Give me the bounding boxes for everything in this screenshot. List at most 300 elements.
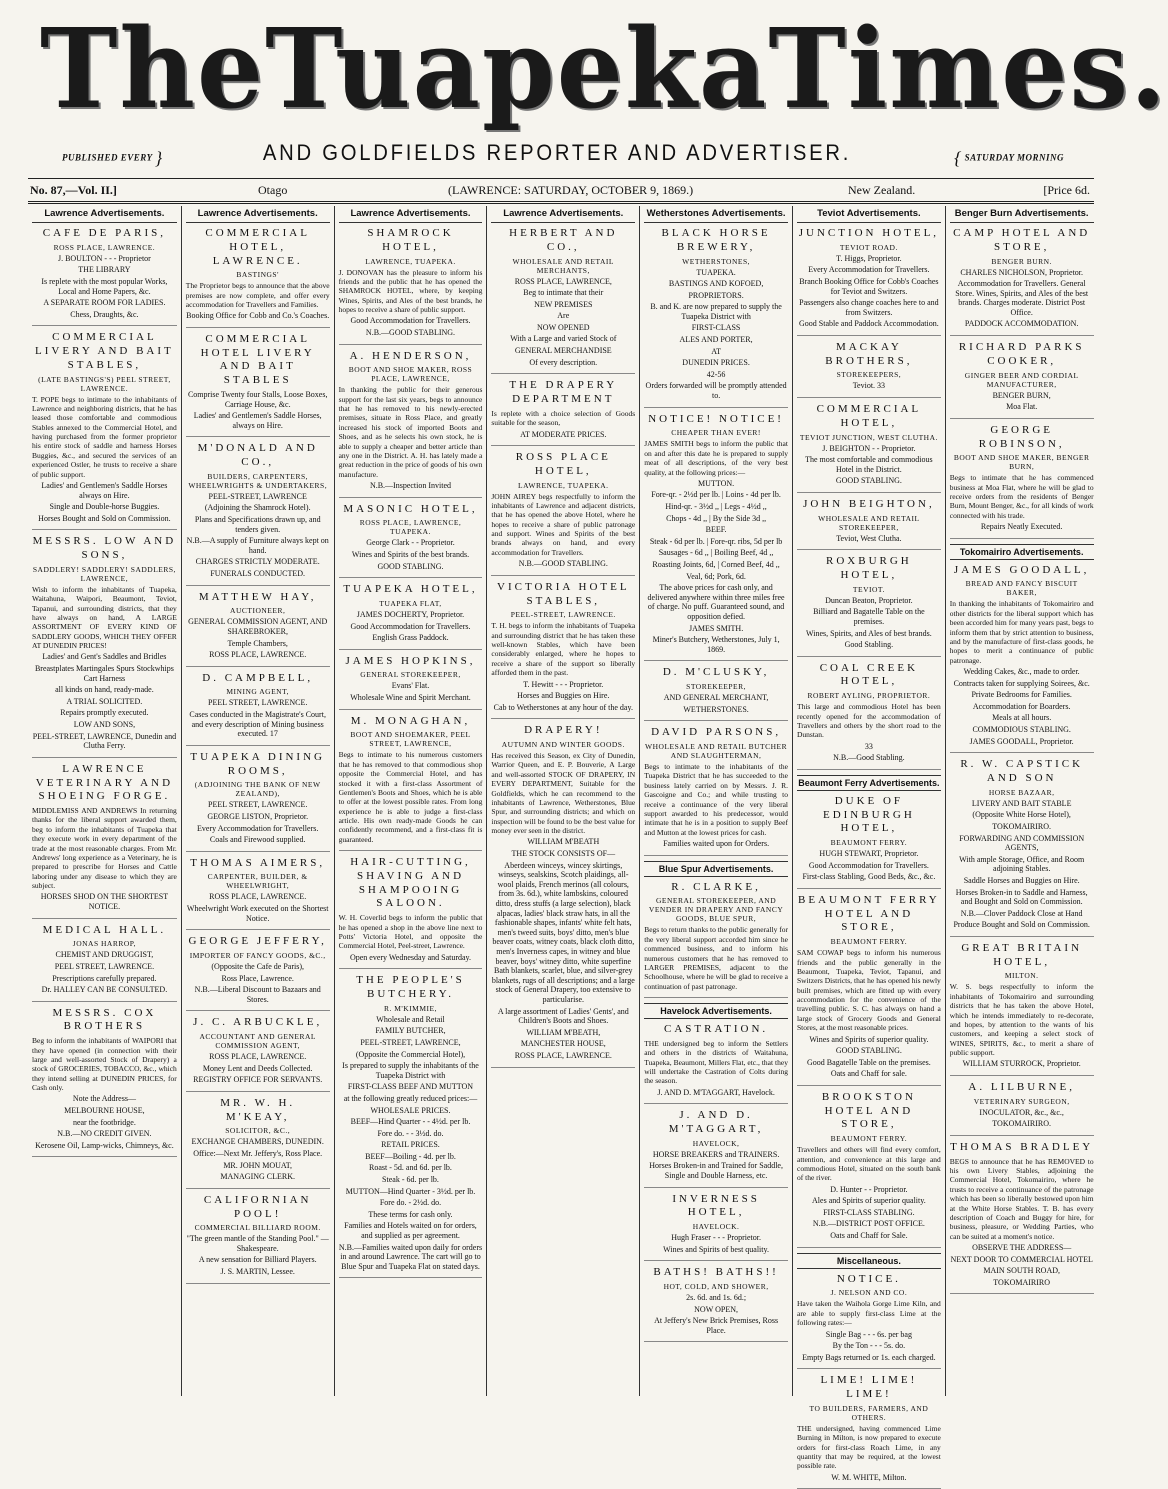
- ad-line: Teviot, West Clutha.: [836, 533, 902, 543]
- ad-line: LOW AND SONS,: [73, 720, 136, 729]
- ad-line: RETAIL PRICES.: [381, 1140, 440, 1150]
- ad-body-text: BEGS to announce that he has REMOVED to his own Livery Stables, adjoining the Commercial Hotel, Tokomairiro, where he trusts to receive a continuance of the patronage which has been so liberally bestowed upon him at the White Horse Stables. T. B. has every description of Coach and Buggy for hire, for business, pleasure, or Wedding Parties, who can be suited at a moment's notice.: [949, 1156, 1094, 1241]
- ad-title: THE DRAPERY DEPARTMENT: [509, 379, 618, 405]
- ad-body-text: Begs to return thanks to the public generally for the very liberal support accorded him since he commenced business, and to inform his numerous customers that he has removed to LARGER PREMISES, adjacent to the Schoolhouse, where he will be glad to receive a continuation of past patronage.: [644, 925, 788, 991]
- ad-line: MUTTON.: [698, 478, 735, 488]
- ad-line: A new sensation for Billiard Players.: [198, 1255, 317, 1265]
- ad-line: Wines, Spirits, and Ales of best brands.: [806, 628, 932, 638]
- ad-subtitle: BEAUMONT FERRY.: [830, 937, 908, 947]
- ad-line: Veal, 6d; Pork, 6d.: [686, 571, 746, 581]
- ad-line: Steak - 6d per lb. | Fore-qr. ribs, 5d per lb: [649, 536, 783, 546]
- ad-line: Ladies' and Gentlemen's Saddle Horses always on Hire.: [41, 480, 168, 500]
- advertisement: [797, 403, 941, 493]
- advertisement: [339, 503, 483, 579]
- ad-title: LAWRENCE VETERINARY AND SHOEING FORGE.: [35, 762, 174, 803]
- ad-line: NEW PREMISES: [534, 299, 593, 309]
- advertisement: [186, 935, 330, 1011]
- ad-line: Temple Chambers,: [227, 638, 288, 648]
- advertisement: [491, 581, 635, 720]
- ad-subtitle: BREAD AND FANCY BISCUIT BAKER,: [965, 579, 1078, 598]
- ad-subtitle: GENERAL STOREKEEPER,: [360, 670, 461, 680]
- section-heading: Tokomairiro Advertisements.: [950, 544, 1094, 560]
- ad-line: PEEL STREET, LAWRENCE.: [208, 800, 308, 810]
- ad-line: Wholesale Wine and Spirit Merchant.: [350, 693, 471, 703]
- ad-title: A. HENDERSON,: [349, 349, 472, 362]
- ad-line: MANAGING CLERK.: [220, 1172, 296, 1182]
- ad-line: 42-56: [706, 369, 726, 379]
- ad-line: Fore do. - - 3½d. do.: [377, 1128, 444, 1138]
- advertisement: [797, 555, 941, 656]
- ad-line: Repairs promptly executed.: [60, 708, 149, 718]
- ad-line: N.B.—Clover Paddock Close at Hand: [960, 908, 1083, 918]
- advertisement: [339, 655, 483, 710]
- ad-line: MUTTON—Hind Quarter - 3½d. per lb.: [345, 1186, 476, 1196]
- advertisement: [32, 535, 177, 757]
- ad-line: DUNEDIN PRICES.: [682, 358, 750, 368]
- ad-line: Orders forwarded will be promptly attended to.: [645, 381, 787, 401]
- ad-line: LIVERY AND BAIT STABLE: [971, 798, 1072, 808]
- ad-line: Wines and Spirits of best quality.: [663, 1244, 769, 1254]
- ad-line: Teviot. 33: [852, 381, 886, 391]
- ad-line: N.B.—NO CREDIT GIVEN.: [57, 1129, 152, 1139]
- ad-line: Is prepared to supply the inhabitants of the Tuapeka District with: [342, 1061, 479, 1080]
- advertisement: [797, 227, 941, 336]
- ad-line: First-class Stabling, Good Beds, &c., &c.: [802, 872, 936, 882]
- ad-line: Single and Double-horse Buggies.: [49, 502, 160, 512]
- ad-line: GEORGE LISTON, Proprietor.: [207, 811, 309, 821]
- ad-line: Beg to intimate that their: [523, 288, 604, 298]
- ad-subtitle: CARPENTER, BUILDER, & WHEELWRIGHT,: [207, 872, 308, 891]
- ad-line: NEXT DOOR TO COMMERCIAL HOTEL: [950, 1254, 1093, 1264]
- ad-line: George Clark - - Proprietor.: [366, 538, 455, 548]
- ad-title: ROSS PLACE HOTEL,: [515, 451, 611, 477]
- ad-subtitle: TEVIOT.: [852, 584, 885, 594]
- ad-line: Dr. HALLEY CAN BE CONSULTED.: [41, 985, 168, 995]
- ad-line: TOKOMAIRIRO.: [992, 1119, 1052, 1129]
- ad-line: Evans' Flat.: [391, 681, 430, 691]
- ad-line: Good Accommodation for Travellers.: [350, 621, 471, 631]
- ad-line: HORSES SHOD ON THE SHORTEST NOTICE.: [40, 892, 169, 911]
- ad-line: near the footbridge.: [72, 1117, 136, 1127]
- ad-line: J. AND D. M'TAGGART, Havelock.: [657, 1087, 775, 1097]
- dateline-date: (LAWRENCE: SATURDAY, OCTOBER 9, 1869.): [448, 183, 694, 197]
- ad-line: Of every description.: [529, 357, 598, 367]
- ad-title: MATTHEW HAY,: [198, 590, 317, 603]
- ad-line: ROSS PLACE, LAWRENCE.: [209, 650, 307, 660]
- ad-title: DAVID PARSONS,: [651, 726, 782, 739]
- ad-line: FUNERALS CONDUCTED.: [210, 569, 306, 578]
- dateline: [28, 178, 1094, 204]
- ad-line: W. M. WHITE, Milton.: [831, 1472, 907, 1482]
- masthead-subtitle-row: [0, 140, 1114, 170]
- ad-body-text: Wish to inform the inhabitants of Tuapeka, Waitahuna, Waipori, Beaumont, Teviot, Tapanui, and surrounding districts, that they have always on hand, A LARGE ASSORTMENT OF EVERY KIND OF SADDLERY GOODS, WHICH THEY OFFER AT DUNEDIN PRICES!: [32, 584, 177, 651]
- ad-title: BLACK HORSE BREWERY,: [661, 227, 771, 253]
- ad-title: MESSRS. LOW AND SONS,: [32, 535, 177, 562]
- ad-subtitle: TO BUILDERS, FARMERS, AND OTHERS.: [809, 1403, 929, 1422]
- ad-line: FAMILY BUTCHER,: [375, 1026, 446, 1036]
- advertisement: [32, 763, 177, 919]
- ad-line: PEEL-STREET, LAWRENCE,: [360, 1037, 461, 1047]
- masthead: [0, 0, 1168, 178]
- ad-line: FIRST-CLASS BEEF AND MUTTON: [347, 1082, 474, 1092]
- ad-line: CHEMIST AND DRUGGIST,: [55, 950, 154, 960]
- ad-body-text: J. DONOVAN has the pleasure to inform his friends and the public that he has opened the SHAMROCK HOTEL, where, by keeping Wines, Spirits, and Ales of the best brands, he hopes to receive a share of public support.: [338, 267, 483, 314]
- ad-line: At Jeffery's New Brick Premises, Ross Place.: [654, 1316, 779, 1335]
- ad-subtitle: STOREKEEPERS,: [836, 370, 902, 380]
- ad-title: R. CLARKE,: [671, 880, 761, 893]
- ad-body-text: Begs to intimate to the inhabitants of the Tuapeka District that he has succeeded to the business lately carried on by Messrs. J. R. Gascoigne and Co.; and while trusting to receive a continuance of the very liberal support awarded to his predecessor, would intimate that he is in a position to supply Beef and Mutton at the lowest prices for cash.: [644, 762, 788, 837]
- ad-line: T. Higgs, Proprietor.: [836, 253, 902, 263]
- ad-title: CAMP HOTEL AND STORE,: [953, 227, 1091, 253]
- ad-line: N.B.—GOOD STABLING.: [518, 559, 608, 569]
- ad-line: REGISTRY OFFICE FOR SERVANTS.: [193, 1075, 323, 1085]
- ad-subtitle: STOREKEEPER,: [686, 682, 746, 692]
- ad-line: (Adjoining the Shamrock Hotel).: [204, 503, 311, 513]
- ad-subtitle: HORSE BAZAAR,: [988, 787, 1055, 797]
- ad-line: J. S. MARTIN, Lessee.: [220, 1267, 295, 1277]
- column-heading: Wetherstones Advertisements.: [644, 206, 788, 223]
- ad-line: BEEF—Boiling - 4d. per lb.: [365, 1151, 456, 1161]
- ad-title: MESSRS. COX BROTHERS: [52, 1006, 157, 1033]
- ad-line: FIRST-CLASS: [691, 323, 741, 333]
- ad-line: Every Accommodation for Travellers.: [808, 265, 930, 275]
- ad-title: M. MONAGHAN,: [350, 714, 471, 727]
- ad-subtitle: WHOLESALE AND RETAIL STOREKEEPER,: [818, 513, 920, 532]
- ad-title: THOMAS AIMERS,: [190, 856, 326, 869]
- advertisement: [950, 564, 1094, 754]
- ad-subtitle: TEVIOT JUNCTION, WEST CLUTHA.: [799, 432, 938, 442]
- column-7: [945, 206, 1098, 1396]
- ad-line: JAMES SMITH.: [688, 623, 744, 633]
- ad-title: COMMERCIAL LIVERY AND BAIT STABLES,: [35, 331, 174, 371]
- advertisement: [950, 942, 1094, 1076]
- ad-subtitle: ROBERT AYLING, PROPRIETOR.: [807, 691, 931, 701]
- advertisement: [339, 974, 483, 1278]
- ad-line: Sausages - 6d ,, | Boiling Beef, 4d ,,: [658, 548, 774, 558]
- ad-subtitle: HAVELOCK.: [692, 1222, 740, 1232]
- advertisement: [950, 424, 1094, 539]
- ad-subtitle: ACCOUNTANT AND GENERAL COMMISSION AGENT,: [199, 1032, 316, 1051]
- ad-line: BEEF—Hind Quarter - - 4½d. per lb.: [350, 1117, 471, 1127]
- ad-line: Steak - 6d. per lb.: [382, 1175, 439, 1185]
- ad-line: AND GENERAL MERCHANT,: [663, 693, 769, 703]
- ad-line: Cases conducted in the Magistrate's Court, and every description of Mining business executed. 17: [189, 710, 326, 739]
- ad-line: 2s. 6d. and 1s. 6d.;: [686, 1292, 747, 1302]
- advertisement: [797, 894, 941, 1086]
- ad-line: GENERAL MERCHANDISE: [514, 346, 612, 356]
- ad-line: BEEF.: [705, 525, 727, 535]
- advertisement: [950, 341, 1094, 419]
- ad-title: NOTICE! NOTICE!: [648, 412, 784, 425]
- advertisement: [186, 333, 330, 437]
- ad-subtitle: VETERINARY SURGEON,: [973, 1096, 1070, 1106]
- ad-line: The above prices for cash only, and delivered anywhere within three miles free of charge. No puff. Guaranteed sound, and opposition defied.: [647, 583, 785, 621]
- advertisement: [186, 672, 330, 746]
- ad-line: TOKOMAIRIRO.: [992, 821, 1052, 831]
- ad-line: MANCHESTER HOUSE,: [520, 1039, 606, 1049]
- ad-line: These terms for cash only.: [368, 1209, 453, 1219]
- ad-line: Produce Bought and Sold on Commission.: [953, 920, 1090, 930]
- ad-body-text: Begs to intimate to his numerous customers that he has removed to that commodious shop opposite the Commercial Hotel, and has stocked it with a first-class Assortment of Gentlemen's Boots and Shoes, which he is able to offer at the lowest possible rates. From long experience he is able to judge a first-class article. His own ready-made Goods he can confidently recommend, and a first-class fit is guaranteed.: [338, 750, 483, 844]
- ad-line: Coals and Firewood supplied.: [209, 835, 306, 845]
- ad-line: Families waited upon for Orders.: [663, 839, 770, 849]
- ad-line: Meals at all hours.: [992, 713, 1052, 723]
- ad-title: HAIR-CUTTING, SHAVING AND SHAMPOOING SALOON.: [350, 856, 471, 910]
- column-5: [639, 206, 792, 1396]
- ad-line: A SEPARATE ROOM FOR LADIES.: [43, 298, 166, 308]
- ad-body-text: Have taken the Waihola Gorge Lime Kiln, and are able to supply first-class Lime at the following rates:—: [796, 1299, 941, 1328]
- ad-line: Families and Hotels waited on for orders, and supplied as per agreement.: [344, 1221, 477, 1241]
- ad-body-text: MIDDLEMISS AND ANDREWS In returning thanks for the liberal support awarded them, beg to inform the inhabitants of Tuapeka that they execute work in every department of the trade at the most reasonable charges. From Mr. Andrews' long experience as a Veterinary, he is prepared to prescribe for Horses and Cattle laboring under any disease to which they are subject.: [32, 806, 177, 891]
- column-heading: Benger Burn Advertisements.: [950, 206, 1094, 223]
- ad-line: Wines and Spirits of the best brands.: [351, 550, 470, 559]
- advertisement: [32, 331, 177, 530]
- advertisement: [644, 1109, 788, 1187]
- ad-line: Good Accommodation for Travellers.: [350, 316, 471, 326]
- ad-line: FORWARDING AND COMMISSION AGENTS,: [959, 833, 1085, 853]
- dateline-country: New Zealand.: [848, 183, 916, 197]
- ad-subtitle: SADDLERY! SADDLERY! SADDLERS, LAWRENCE,: [32, 564, 176, 583]
- ad-line: WETHERSTONES.: [683, 704, 749, 714]
- advertisement: [186, 591, 330, 667]
- dateline-price: [Price 6d.: [1043, 183, 1090, 197]
- ad-line: (Opposite White Horse Hotel),: [972, 810, 1071, 820]
- ad-title: TUAPEKA HOTEL,: [343, 583, 478, 596]
- ad-subtitle: GENERAL STOREKEEPER, AND VENDER IN DRAPERY AND FANCY GOODS, BLUE SPUR,: [648, 896, 784, 924]
- ad-line: By the Ton - - - 5s. do.: [832, 1341, 906, 1351]
- ad-line: Fore-qr. - 2½d per lb. | Loins - 4d per lb.: [651, 490, 781, 500]
- ad-line: Billiard and Bagatelle Table on the premises.: [813, 607, 925, 626]
- ad-line: A large assortment of Ladies' Gents', and Children's Boots and Shoes.: [497, 1006, 629, 1026]
- ad-title: D. CAMPBELL,: [202, 671, 314, 684]
- advertisement: [797, 795, 941, 889]
- advertisement: [491, 724, 635, 1067]
- ad-subtitle: BEAUMONT FERRY.: [830, 1134, 908, 1144]
- ad-subtitle: WHOLESALE AND RETAIL MERCHANTS,: [512, 256, 615, 275]
- ad-line: CHARLES NICHOLSON, Proprietor.: [960, 267, 1084, 277]
- ad-line: N.B.—Good Stabling.: [833, 753, 905, 763]
- ad-line: at the following greatly reduced prices:—: [343, 1093, 478, 1103]
- ad-subtitle: PEEL-STREET, LAWRENCE.: [510, 610, 616, 620]
- ad-subtitle: ROSS PLACE, LAWRENCE, TUAPEKA.: [359, 518, 462, 537]
- ad-line: Good Stabling.: [844, 640, 894, 650]
- ad-title: CAFE DE PARIS,: [42, 227, 166, 239]
- ad-subtitle: LAWRENCE, TUAPEKA.: [518, 480, 609, 490]
- ad-line: N.B.—GOOD STABLING.: [365, 327, 456, 337]
- ad-line: Empty Bags returned or 1s. each charged.: [802, 1352, 936, 1362]
- ad-subtitle: WETHERSTONES,: [682, 256, 750, 266]
- ad-line: With a Large and varied Stock of: [510, 334, 617, 344]
- ad-line: EXCHANGE CHAMBERS, DUNEDIN.: [191, 1137, 324, 1147]
- ad-body-text: T. POPE begs to intimate to the inhabitants of Lawrence and neighboring districts, that he has leased those comfortable and commodious Stables annexed to the Commercial Hotel, and having purchased from the former proprietor his entire stock of saddle and harness Horses Buggies, &c., and secured the services of an experienced Ostler, he trusts to receive a share of public support.: [32, 394, 177, 479]
- ad-line: (Opposite the Commercial Hotel),: [355, 1049, 466, 1059]
- ad-line: HUGH STEWART, Proprietor.: [819, 849, 919, 859]
- ad-line: Horses and Buggies on Hire.: [517, 691, 610, 701]
- section-heading: Havelock Advertisements.: [644, 1003, 788, 1019]
- ad-line: N.B.—Families waited upon daily for orders in and around Lawrence. The cart will go to Blue Spur and Tuapeka Flat on stated days.: [338, 1242, 483, 1271]
- ad-title: NOTICE.: [836, 1272, 901, 1285]
- newspaper-title: [40, 3, 1168, 134]
- ad-line: Ladies' and Gentlemen's Saddle Horses, always on Hire.: [193, 411, 322, 430]
- ad-subtitle: BOOT AND SHOE MAKER, BENGER BURN,: [953, 453, 1090, 472]
- ad-body-text: SAM COWAP begs to inform his numerous friends and the public generally in the Beaumont, Tuapeka, Teviot, Tapanui, and Switzers Districts, that he has opened his newly built premises, which are fitted up with every accommodation for the convenience of the travelling public. S. C. has always on hand a large stock of Grocery Goods and General Stores, at the most reasonable prices.: [796, 948, 941, 1033]
- ad-title: J. C. ARBUCKLE,: [193, 1016, 323, 1029]
- ad-line: Oats and Chaff for Sale.: [830, 1231, 908, 1241]
- ad-line: N.B.—A supply of Furniture always kept on hand.: [186, 536, 329, 555]
- ad-title: THE PEOPLE'S BUTCHERY.: [356, 974, 465, 1000]
- ad-subtitle: TUAPEKA FLAT,: [379, 598, 442, 608]
- section-heading: Miscellaneous.: [797, 1253, 941, 1269]
- advertisement: [339, 715, 483, 852]
- ad-subtitle: JONAS HARROP,: [72, 939, 136, 949]
- ad-line: BASTINGS AND KOFOED,: [668, 279, 764, 289]
- advertisement: [797, 1091, 941, 1248]
- ad-line: Office:—Next Mr. Jeffery's, Ross Place.: [193, 1149, 323, 1158]
- ad-title: JUNCTION HOTEL,: [798, 227, 940, 239]
- ad-line: Breastplates Martingales Spurs Stockwhips Cart Harness: [34, 664, 174, 683]
- ad-line: N.B.—Inspection Invited: [369, 481, 452, 491]
- ad-line: Plans and Specifications drawn up, and tenders given.: [194, 515, 321, 534]
- ad-line: (Opposite the Cafe de Paris),: [211, 962, 305, 971]
- ad-body-text: Begs to intimate that he has commenced business at Moa Flat, where he will be glad to receive orders from the residents of Benger Burn, Mount Benger, &c., for all kinds of work connected with his trade.: [949, 473, 1094, 520]
- ad-title: ROXBURGH HOTEL,: [826, 555, 912, 581]
- ad-line: Wheelwright Work executed on the Shortest Notice.: [186, 904, 329, 923]
- ad-body-text: Beg to inform the inhabitants of WAIPORI that they have opened (in connection with their large and well-assorted Stock of Drapery) a stock of GROCERIES, TOBACCO, &c., which they intend selling at DUNEDIN PRICES, for Cash only.: [32, 1036, 177, 1093]
- ad-body-text: Has received this Season, ex City of Dunedin, Warrior Queen, and E. P. Bouverie, A Large and well-assorted STOCK OF DRAPERY, IN EVERY DEPARTMENT, Suitable for the Goldfields, which he can recommend to the inhabitants of Lawrence, Wetherstones, Blue Spur, and surrounding districts; and which on inspection will be found to be the best value for money ever seen in the district.: [491, 751, 636, 836]
- advertisement: [186, 227, 330, 328]
- advertisement: [797, 1374, 941, 1489]
- ad-line: Miner's Butchery, Wetherstones, July 1, 1869.: [652, 635, 780, 654]
- ad-line: Good Accommodation for Travellers.: [808, 860, 929, 870]
- ad-line: Kerosene Oil, Lamp-wicks, Chimneys, &c.: [35, 1140, 174, 1150]
- ad-line: MR. JOHN MOUAT,: [223, 1160, 293, 1170]
- advertisement: [32, 1007, 177, 1158]
- ad-line: PEEL-STREET, LAWRENCE: [208, 491, 307, 501]
- advertisement: [644, 1193, 788, 1262]
- ad-subtitle: BOOT AND SHOEMAKER, PEEL STREET, LAWRENCE,: [350, 730, 471, 749]
- ad-line: Hind-qr. - 3½d ,, | Legs - 4½d ,,: [665, 502, 767, 512]
- advertisement: [950, 1081, 1094, 1136]
- ad-title: SHAMROCK HOTEL,: [367, 227, 454, 253]
- ad-line: Duncan Beaton, Proprietor.: [825, 595, 913, 605]
- ad-title: GREAT BRITAIN HOTEL,: [961, 941, 1083, 968]
- ad-title: D. M'CLUSKY,: [662, 666, 770, 679]
- ad-line: Cab to Wetherstones at any hour of the day.: [493, 702, 633, 712]
- advertisement: [339, 856, 483, 969]
- ad-line: ROSS PLACE, LAWRENCE.: [209, 892, 307, 902]
- column-heading: Teviot Advertisements.: [797, 206, 941, 223]
- ad-line: PEEL-STREET, LAWRENCE, Dunedin and Clutha Ferry.: [32, 731, 177, 751]
- ad-subtitle: CHEAPER THAN EVER!: [671, 428, 761, 438]
- ad-title: MACKAY BROTHERS,: [825, 340, 913, 367]
- ad-line: B. and K. are now prepared to supply the Tuapeka District with: [650, 302, 782, 321]
- ad-subtitle: MINING AGENT,: [226, 687, 289, 697]
- ad-subtitle: LAWRENCE, TUAPEKA.: [365, 256, 456, 266]
- title-word-3: Times.: [768, 3, 1168, 134]
- newspaper-columns: [28, 206, 1098, 1482]
- ad-line: Comprise Twenty four Stalls, Loose Boxes, Carriage House, &c.: [187, 389, 328, 409]
- advertisement: [186, 442, 330, 585]
- column-3: [334, 206, 487, 1396]
- ad-line: "The green mantle of the Standing Pool." —Shakespeare.: [186, 1234, 329, 1253]
- advertisement: [186, 1016, 330, 1092]
- advertisement: [32, 227, 177, 326]
- ad-line: PEEL STREET, LAWRENCE.: [208, 698, 308, 708]
- advertisement: [797, 341, 941, 398]
- ad-title: INVERNESS HOTEL,: [672, 1192, 760, 1219]
- ad-title: R. W. CAPSTICK AND SON: [960, 758, 1084, 784]
- ad-line: Passengers also change coaches here to and from Switzers.: [799, 298, 939, 317]
- ad-line: PROPRIETORS.: [688, 290, 744, 300]
- ad-title: JAMES HOPKINS,: [345, 654, 476, 667]
- ad-line: TUAPEKA.: [696, 267, 736, 277]
- ad-line: D. Hunter - - Proprietor.: [830, 1184, 908, 1194]
- ad-line: GOOD STABLING.: [377, 561, 444, 571]
- advertisement: [186, 751, 330, 852]
- ad-line: Fore do. - 2½d. do.: [379, 1198, 442, 1208]
- ad-line: Horses Broken-in to Saddle and Harness, and Bought and Sold on Commission.: [955, 887, 1088, 907]
- column-heading: Lawrence Advertisements.: [339, 206, 483, 223]
- ad-subtitle: (ADJOINING THE BANK OF NEW ZEALAND),: [194, 780, 321, 799]
- ad-subtitle: IMPORTER OF FANCY GOODS, &C.,: [189, 951, 326, 960]
- ad-line: Horses Broken-in and Trained for Saddle, Single and Double Harness, etc.: [649, 1161, 783, 1180]
- ad-body-text: W. H. Coverlid begs to inform the public that he has opened a shop in the above line next to Potts' Victoria Hotel, and opposite the Commercial Hotel, Peel-street, Lawrence.: [338, 913, 483, 951]
- ad-line: MAIN SOUTH ROAD,: [983, 1266, 1061, 1276]
- ad-line: ROSS PLACE, LAWRENCE.: [209, 1052, 307, 1062]
- ad-title: COMMERCIAL HOTEL LIVERY AND BAIT STABLES: [200, 332, 315, 387]
- ad-line: BENGER BURN,: [992, 390, 1051, 400]
- ad-line: Moa Flat.: [1006, 402, 1038, 412]
- ad-body-text: The Proprietor begs to announce that the above premises are now complete, and offer every accommodation for Travellers and Families.: [185, 281, 330, 309]
- ad-title: GEORGE ROBINSON,: [978, 423, 1065, 450]
- ad-line: CHARGES STRICTLY MODERATE.: [195, 557, 320, 567]
- ad-line: NOW OPEN,: [694, 1304, 739, 1314]
- advertisement: [644, 413, 788, 662]
- column-2: [181, 206, 334, 1396]
- ad-subtitle: AUTUMN AND WINTER GOODS.: [501, 740, 625, 750]
- ad-subtitle: TEVIOT ROAD.: [839, 242, 898, 252]
- ad-subtitle: WHOLESALE AND RETAIL BUTCHER AND SLAUGHTERMAN,: [645, 742, 788, 761]
- ad-line: Booking Office for Cobb and Co.'s Coaches.: [186, 311, 330, 321]
- advertisement: [950, 1141, 1094, 1295]
- ad-subtitle: HOT, COLD, AND SHOWER,: [663, 1281, 769, 1291]
- ad-subtitle: J. NELSON AND CO.: [830, 1288, 908, 1298]
- ad-line: N.B.—DISTRICT POST OFFICE.: [812, 1219, 925, 1229]
- ad-title: A. LILBURNE,: [968, 1080, 1075, 1093]
- ad-subtitle: BOOT AND SHOE MAKER, ROSS PLACE, LAWRENCE,: [348, 365, 473, 384]
- ad-title: HERBERT AND CO.,: [509, 227, 618, 253]
- title-word-2: Tuapeka: [265, 3, 769, 134]
- ad-body-text: THE undersigned beg to inform the Settlers and others in the districts of Waitahuna, Tuapeka, Beaumont, Millers Flat, etc., that they will undertake the Castration of Colts during the season.: [644, 1038, 788, 1086]
- ad-line: PEEL STREET, LAWRENCE.: [54, 961, 155, 971]
- ad-line: ROSS PLACE, LAWRENCE.: [514, 1050, 612, 1060]
- ad-line: Ales and Spirits of superior quality.: [812, 1196, 926, 1206]
- advertisement: [339, 227, 483, 345]
- ad-line: Good Bagatelle Table on the premises.: [807, 1057, 931, 1067]
- ad-line: Wedding Cakes, &c., made to order.: [963, 667, 1080, 677]
- ad-line: INOCULATOR, &c., &c.,: [979, 1107, 1064, 1117]
- ad-body-text: In thanking the inhabitants of Tokomairiro and other districts for the liberal support which has been accorded him for many years past, begs to inform them that by strict attention to business, and by the manufacture of first-class goods, he hopes to merit a continuance of public patronage.: [949, 599, 1094, 665]
- advertisement: [644, 666, 788, 721]
- advertisement: [797, 1273, 941, 1370]
- ad-line: GENERAL COMMISSION AGENT, AND SHAREBROKER,: [188, 617, 328, 636]
- issue-number: No. 87,—Vol. II.]: [30, 183, 117, 197]
- ad-subtitle: BUILDERS, CARPENTERS, WHEELWRIGHTS & UNDERTAKERS,: [188, 471, 328, 490]
- advertisement: [644, 881, 788, 998]
- ad-subtitle: COMMERCIAL BILLIARD ROOM.: [194, 1223, 321, 1233]
- ad-body-text: JAMES SMITH begs to inform the public that on and after this date he is prepared to supply meat of all descriptions, of the very best quality, at the following prices:—: [644, 439, 788, 477]
- ad-body-text: T. H. begs to inform the inhabitants of Tuapeka and surrounding district that he has taken these well-known Stables, which have been considerably enlarged, where he hopes to receive a share of the support so liberally afforded them in the past.: [491, 621, 636, 678]
